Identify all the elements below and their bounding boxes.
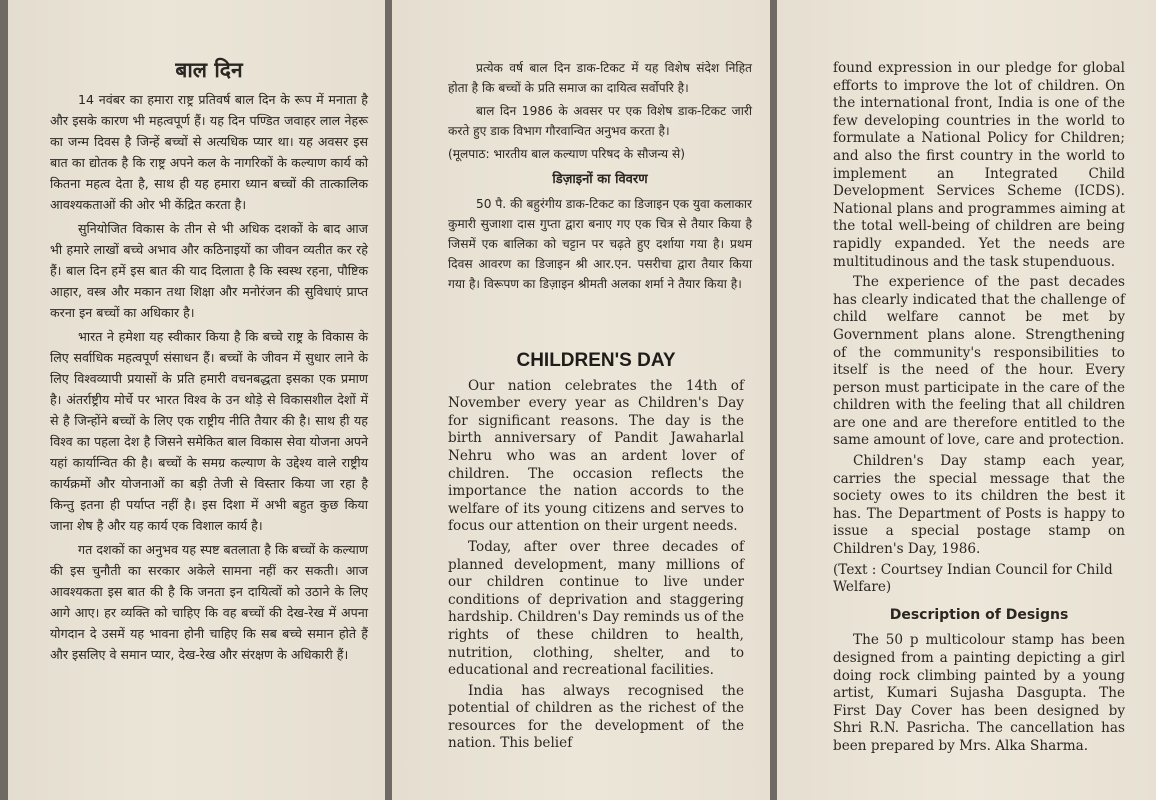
english-paragraph: Children's Day stamp each year, carries the special message that the society owes to its children the best it has. The Department of Posts is happy to issue a special postage stamp on Children's Day, 1986.	[833, 453, 1125, 558]
hindi-paragraph: प्रत्येक वर्ष बाल दिन डाक-टिकट में यह विशेष संदेश निहित होता है कि बच्चों के प्रति समाज का दायित्व सर्वोपरि है।	[448, 61, 752, 95]
english-paragraph: Our nation celebrates the 14th of November every year as Children's Day for significant reasons. The day is the birth anniversary of Pandit Jawaharlal Nehru who was an ardent lover of children. The occasion reflects the importance the nation accords to the welfare of its young citizens and serves to focus our attention on their urgent needs.	[448, 377, 744, 535]
design-heading: Description of Designs	[889, 606, 1069, 623]
english-paragraph: The experience of the past decades has clearly indicated that the challenge of child welfare cannot be met by Government plans alone. Strengthening of the community's responsibilities to itself is the need of the hour. Every person must participate in the care of the children with the feeling that all children are one and are therefore entitled to the same amount of love, care and protection.	[833, 274, 1125, 449]
hindi-paragraph: बाल दिन 1986 के अवसर पर एक विशेष डाक-टिकट जारी करते हुए डाक विभाग गौरवान्वित अनुभव करता है।	[448, 104, 752, 138]
english-paragraph: Today, after over three decades of planned development, many millions of our children continue to live under conditions of deprivation and staggering hardship. Children's Day reminds us of the rights of these children to health, nutrition, clothing, shelter, and to educational and recreational facilities.	[448, 538, 744, 679]
left-panel	[8, 0, 385, 800]
english-paragraph: India has always recognised the potential of children as the richest of the resources for the development of the nation. This belief	[448, 682, 744, 752]
hindi-paragraph: गत दशकों का अनुभव यह स्पष्ट बतलाता है कि बच्चों के कल्याण की इस चुनौती का सरकार अकेले सामना नहीं कर सकती। आज आवश्यकता इस बात की है कि जनता इन दायित्वों को उठाने के लिए आगे आए। हर व्यक्ति को चाहिए कि वह बच्चों की देख-रेख में अपना योगदान दे उसमें यह भावना होनी चाहिए कि सब बच्चे समान होते हैं और इसलिए वे समान प्यार, देख-रेख और संरक्षण के अधिकारी हैं।	[50, 542, 368, 662]
middle-panel	[392, 0, 770, 800]
middle-hindi-column	[448, 58, 752, 297]
hindi-paragraph: 14 नवंबर का हमारा राष्ट्र प्रतिवर्ष बाल दिन के रूप में मनाता है और इसके कारण भी महत्वपूर्ण हैं। यह दिन पण्डित जवाहर लाल नेहरू का जन्म दिवस है जिन्हें बच्चों से अत्यधिक प्यार था। यह अवसर इस बात का द्योतक है कि राष्ट्र अपने कल के नागरिकों के कल्याण कार्य को कितना महत्व देता है, साथ ही यह हमारा ध्यान बच्चों की तात्कालिक आवश्यकताओं की ओर भी केंद्रित करता है।	[50, 92, 368, 212]
right-panel	[777, 0, 1156, 800]
english-title: CHILDREN'S DAY	[516, 350, 676, 371]
hindi-design-heading: डिज़ाइनों का विवरण	[552, 172, 648, 187]
hindi-paragraph: भारत ने हमेशा यह स्वीकार किया है कि बच्चे राष्ट्र के विकास के लिए सर्वाधिक महत्वपूर्ण संसाधन हैं। बच्चों के जीवन में सुधार लाने के लिए विश्वव्यापी प्रयासों के प्रति हमारी वचनबद्धता इसका एक प्रमाण है। अंतर्राष्ट्रीय मोर्चे पर भारत विश्व के उन थोड़े से विकासशील देशों में से है जिन्होंने बच्चों के लिए एक राष्ट्रीय नीति तैयार की है। साथ ही यह विश्व का पहला देश है जिसने समेकित बाल विकास सेवा योजना अपने यहां कार्यान्वित की है। बच्चों के समग्र कल्याण के उद्देश्य वाले राष्ट्रीय कार्यक्रमों और योजनाओं का बड़ी तेजी से विस्तार किया जा रहा है किन्तु इतना ही पर्याप्त नहीं है। इस दिशा में अभी बहुत कुछ किया जाना शेष है और यह कार्य एक विशाल कार्य है।	[50, 329, 368, 533]
middle-english-column	[448, 352, 744, 756]
right-column	[833, 60, 1125, 759]
hindi-design-text: 50 पै. की बहुरंगीय डाक-टिकट का डिजाइन एक युवा कलाकार कुमारी सुजाशा दास गुप्ता द्वारा बनाए गए एक चित्र से तैयार किया है जिसमें एक बालिका को चट्टान पर चढ़ते हुए दर्शाया गया है। प्रथम दिवस आवरण का डिजाइन श्री आर.एन. पसरीचा द्वारा तैयार किया गया है। विरूपण का डिज़ाइन श्रीमती अलका शर्मा ने तैयार किया है।	[448, 197, 752, 291]
left-column	[50, 60, 368, 668]
english-paragraph: found expression in our pledge for global efforts to improve the lot of children. On the international front, India is one of the few developing countries in the world to formulate a National Policy for Children; and also the first country in the world to implement an Integrated Child Development Services Scheme (ICDS). National plans and programmes aiming at the total well-being of children are being rapidly expanded. Yet the needs are multitudinous and the task stupenduous.	[833, 60, 1125, 270]
hindi-paragraph: सुनियोजित विकास के तीन से भी अधिक दशकों के बाद आज भी हमारे लाखों बच्चे अभाव और कठिनाइयों का जीवन व्यतीत कर रहे हैं। बाल दिन हमें इस बात की याद दिलाता है कि स्वस्थ रहना, पौष्टिक आहार, वस्त्र और मकान तथा शिक्षा और मनोरंजन की सुविधाएं प्राप्त करना इन बच्चों का अधिकार है।	[50, 221, 368, 320]
design-text: The 50 p multicolour stamp has been designed from a painting depicting a girl doing rock climbing painted by a young artist, Kumari Sujasha Dasgupta. The First Day Cover has been designed by Shri R.N. Pasricha. The cancellation has been prepared by Mrs. Alka Sharma.	[833, 632, 1125, 754]
hindi-credit: (मूलपाठ: भारतीय बाल कल्याण परिषद के सौजन्य से)	[448, 147, 685, 161]
english-credit: (Text : Courtsey Indian Council for Child Welfare)	[833, 561, 1113, 596]
hindi-title: बाल दिन	[175, 58, 243, 82]
